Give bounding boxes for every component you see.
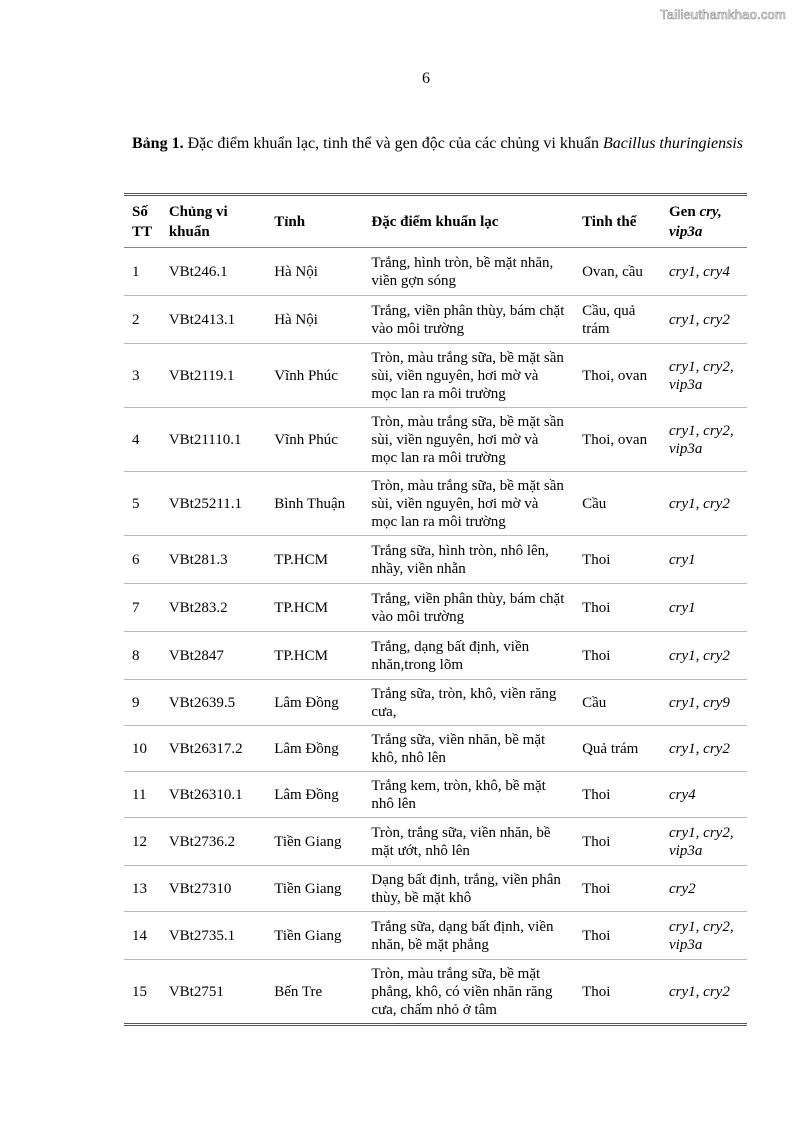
cell-province: Hà Nội <box>274 263 318 280</box>
cell-crystal: Thoi <box>574 866 661 912</box>
cell-province: TP.HCM <box>266 584 363 632</box>
cell-province: Lâm Đồng <box>266 726 363 772</box>
cell-colony: Tròn, màu trắng sữa, bề mặt phẳng, khô, có viền nhăn răng cưa, chấm nhỏ ở tâm <box>363 960 574 1025</box>
cell-crystal: Thoi <box>574 912 661 960</box>
cell-crystal: Thoi, ovan <box>574 344 661 408</box>
cell-stt: 14 <box>124 912 161 960</box>
cell-strain: VBt25211.1 <box>161 472 266 536</box>
cell-gene: cry4 <box>661 772 747 818</box>
header-colony: Đặc điểm khuẩn lạc <box>363 195 574 248</box>
header-stt: Số TT <box>124 195 161 248</box>
header-gene-prefix: Gen <box>669 203 696 220</box>
cell-province: Tiền Giang <box>266 912 363 960</box>
cell-stt: 9 <box>124 680 161 726</box>
cell-gene: cry1, cry2, vip3a <box>661 344 747 408</box>
page-number: 6 <box>422 70 430 87</box>
cell-strain: VBt26317.2 <box>161 726 266 772</box>
cell-province: Vĩnh Phúc <box>266 344 363 408</box>
cell-strain: VBt2847 <box>161 632 266 680</box>
cell-gene: cry2 <box>661 866 747 912</box>
cell-stt: 3 <box>124 344 161 408</box>
cell-gene: cry1, cry2 <box>661 472 747 536</box>
cell-province: Bến Tre <box>266 960 363 1025</box>
table-row <box>124 472 747 536</box>
cell-province: TP.HCM <box>266 536 363 584</box>
cell-stt: 13 <box>124 866 161 912</box>
table-row <box>124 866 747 912</box>
cell-province: Lâm Đồng <box>266 680 363 726</box>
cell-strain: VBt2735.1 <box>161 912 266 960</box>
cell-colony: Trắng sữa, viền nhăn, bề mặt khô, nhô lên <box>363 726 574 772</box>
cell-gene: cry1 <box>661 536 747 584</box>
cell-colony: Trắng sữa, tròn, khô, viền răng cưa, <box>363 680 574 726</box>
cell-strain: VBt2639.5 <box>161 680 266 726</box>
table-row <box>124 772 747 818</box>
cell-strain: VBt2736.2 <box>161 818 266 866</box>
cell-province: Bình Thuận <box>266 472 363 536</box>
table-row <box>124 726 747 772</box>
cell-gene: cry1, cry9 <box>661 680 747 726</box>
cell-strain: VBt246.1 <box>168 263 228 280</box>
cell-colony: Tròn, màu trắng sữa, bề mặt sần sùi, viền nguyên, hơi mờ và mọc lan ra môi trường <box>363 344 574 408</box>
cell-strain: VBt21110.1 <box>161 408 266 472</box>
cell-strain: VBt283.2 <box>161 584 266 632</box>
cell-crystal: Thoi, ovan <box>574 408 661 472</box>
cell-stt: 15 <box>124 960 161 1025</box>
cell-gene: cry1 <box>661 584 747 632</box>
cell-gene: cry1, cry2 <box>661 726 747 772</box>
cell-province: Lâm Đồng <box>266 772 363 818</box>
cell-strain: VBt2751 <box>161 960 266 1025</box>
caption-text: Đặc điểm khuẩn lạc, tinh thể và gen độc của các chủng vi khuẩn <box>187 135 599 152</box>
cell-crystal: Thoi <box>574 818 661 866</box>
cell-gene: cry1, cry2 <box>661 960 747 1025</box>
header-crystal: Tinh thể <box>574 195 661 248</box>
cell-gene: cry1, cry2, vip3a <box>661 818 747 866</box>
cell-colony: Tròn, trắng sữa, viền nhăn, bề mặt ướt, nhô lên <box>363 818 574 866</box>
cell-colony: Trắng, hình tròn, bề mặt nhăn, viền gợn sóng <box>371 254 554 289</box>
header-gene-italic: cry, vip3a <box>669 203 722 240</box>
cell-stt: 5 <box>124 472 161 536</box>
table-row <box>124 680 747 726</box>
caption-species: Bacillus thuringiensis <box>602 135 743 152</box>
cell-crystal: Cầu <box>574 680 661 726</box>
cell-colony: Trắng, viền phân thùy, bám chặt vào môi trường <box>363 296 574 344</box>
cell-strain: VBt281.3 <box>161 536 266 584</box>
cell-crystal: Thoi <box>574 632 661 680</box>
table-row <box>124 248 747 296</box>
cell-colony: Trắng kem, tròn, khô, bề mặt nhô lên <box>363 772 574 818</box>
cell-stt: 8 <box>124 632 161 680</box>
cell-gene: cry1, cry2 <box>661 296 747 344</box>
cell-crystal: Thoi <box>574 584 661 632</box>
cell-stt: 1 <box>132 263 140 280</box>
cell-colony: Tròn, màu trắng sữa, bề mặt sần sùi, viền nguyên, hơi mờ và mọc lan ra môi trường <box>363 472 574 536</box>
caption-label: Bảng 1. <box>132 135 184 152</box>
cell-gene: cry1, cry2, vip3a <box>661 408 747 472</box>
table-caption <box>132 130 752 158</box>
cell-province: Hà Nội <box>266 296 363 344</box>
cell-stt: 6 <box>124 536 161 584</box>
cell-stt: 10 <box>124 726 161 772</box>
cell-province: Tiền Giang <box>266 866 363 912</box>
table-header-row <box>124 195 747 248</box>
cell-crystal: Thoi <box>574 536 661 584</box>
table-row <box>124 818 747 866</box>
cell-stt: 12 <box>124 818 161 866</box>
cell-colony: Dạng bất định, trắng, viền phân thùy, bề mặt khô <box>363 866 574 912</box>
header-strain: Chủng vi khuẩn <box>161 195 266 248</box>
table-row <box>124 344 747 408</box>
cell-stt: 4 <box>124 408 161 472</box>
table-row <box>124 296 747 344</box>
cell-stt: 2 <box>124 296 161 344</box>
cell-strain: VBt2119.1 <box>161 344 266 408</box>
cell-colony: Trắng, viền phân thùy, bám chặt vào môi trường <box>363 584 574 632</box>
table-row <box>124 632 747 680</box>
cell-colony: Trắng sữa, hình tròn, nhô lên, nhầy, viền nhẵn <box>363 536 574 584</box>
bacteria-table <box>124 193 747 1026</box>
cell-crystal: Thoi <box>574 960 661 1025</box>
cell-crystal: Cầu, quả trám <box>574 296 661 344</box>
cell-strain: VBt27310 <box>161 866 266 912</box>
cell-colony: Tròn, màu trắng sữa, bề mặt sần sùi, viền nguyên, hơi mờ và mọc lan ra môi trường <box>363 408 574 472</box>
table-row <box>124 536 747 584</box>
cell-crystal: Thoi <box>574 772 661 818</box>
table-row <box>124 960 747 1025</box>
table-row <box>124 912 747 960</box>
cell-gene: cry1, cry4 <box>669 263 730 280</box>
watermark: Tailieuthamkhao.com <box>660 7 786 22</box>
cell-province: TP.HCM <box>266 632 363 680</box>
cell-province: Tiền Giang <box>266 818 363 866</box>
table-row <box>124 584 747 632</box>
cell-gene: cry1, cry2 <box>661 632 747 680</box>
header-province: Tỉnh <box>266 195 363 248</box>
cell-province: Vĩnh Phúc <box>266 408 363 472</box>
cell-stt: 11 <box>124 772 161 818</box>
cell-strain: VBt2413.1 <box>161 296 266 344</box>
cell-colony: Trắng sữa, dạng bất định, viền nhăn, bề mặt phẳng <box>363 912 574 960</box>
cell-strain: VBt26310.1 <box>161 772 266 818</box>
cell-gene: cry1, cry2, vip3a <box>661 912 747 960</box>
table-row <box>124 408 747 472</box>
cell-colony: Trắng, dạng bất định, viền nhăn,trong lõm <box>363 632 574 680</box>
cell-crystal: Quả trám <box>574 726 661 772</box>
cell-crystal: Cầu <box>574 472 661 536</box>
cell-crystal: Ovan, cầu <box>582 263 643 280</box>
cell-stt: 7 <box>124 584 161 632</box>
header-gene <box>661 195 747 248</box>
